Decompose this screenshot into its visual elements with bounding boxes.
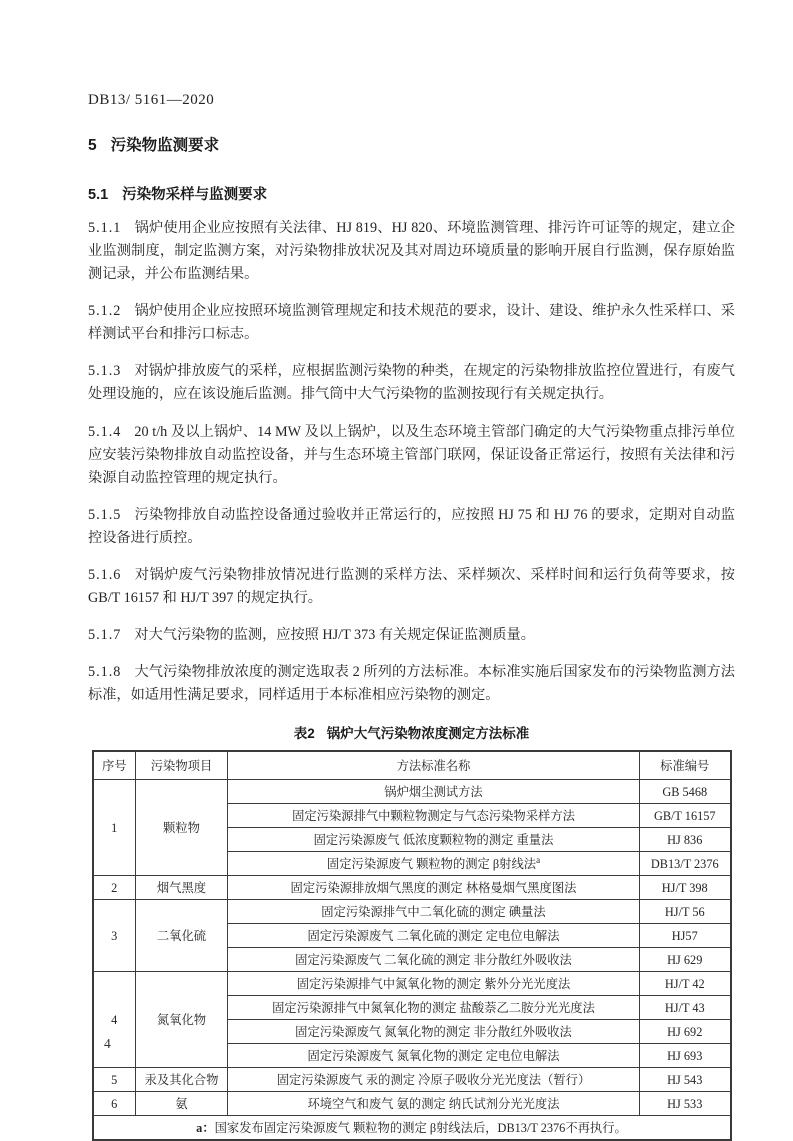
clause-number: 5.1.1 (88, 220, 122, 236)
clause-text: 锅炉使用企业应按照有关法律、HJ 819、HJ 820、环境监测管理、排污许可证等的规定，建立企业监测制度，制定监测方案，对污染物排放状况及其对周边环境质量的影响开展自行监测，保存原始监测记录，并公布监测结果。 (88, 220, 735, 282)
cell-no: 5 (93, 1068, 136, 1092)
methods-table (92, 750, 732, 1141)
subsection-heading (88, 183, 735, 204)
cell-no: 4 (93, 972, 136, 1068)
clause-5-1-4 (88, 421, 735, 490)
doc-number: DB13/ 5161—2020 (88, 92, 215, 108)
table-row (93, 900, 731, 924)
section-heading (88, 133, 735, 155)
clause-5-1-1 (88, 217, 735, 286)
clause-number: 5.1.5 (88, 506, 122, 523)
cell-code: HJ 543 (640, 1068, 731, 1092)
cell-method: 固定污染源废气 颗粒物的测定 β射线法$^a$ (228, 852, 640, 876)
cell-pollutant: 汞及其化合物 (136, 1068, 228, 1092)
footnote-text: 国家发布固定污染源废气 颗粒物的测定 β射线法后，DB13/T 2376不再执行。 (214, 1120, 627, 1135)
cell-method: 固定污染源排气中二氧化硫的测定 碘量法 (228, 900, 640, 924)
cell-code: HJ/T 43 (640, 996, 731, 1020)
subsection-number: 5.1 (88, 187, 109, 203)
cell-no: 1 (93, 780, 136, 876)
cell-code: HJ 836 (640, 828, 731, 852)
footnote-ref: a (536, 854, 541, 865)
clause-number: 5.1.4 (88, 423, 122, 440)
header-code: 标准编号 (640, 751, 731, 780)
cell-method: 固定污染源排放烟气黑度的测定 林格曼烟气黑度图法 (228, 876, 640, 900)
cell-code: GB 5468 (640, 780, 731, 804)
clause-text: 大气污染物排放浓度的测定选取表 2 所列的方法标准。本标准实施后国家发布的污染物监测方法标准，如适用性满足要求，同样适用于本标准相应污染物的测定。 (88, 664, 735, 704)
clause-text: 20 t/h 及以上锅炉、14 MW 及以上锅炉，以及生态环境主管部门确定的大气污染物重点排污单位应安装污染物排放自动监控设备，并与生态环境主管部门联网，保证设备正常运行，按照有关法律和污染源自动监控管理的规定执行。 (88, 423, 735, 486)
header-pollutant: 污染物项目 (136, 751, 228, 780)
cell-pollutant: 氮氧化物 (136, 972, 228, 1068)
header-method-name: 方法标准名称 (228, 751, 640, 780)
clause-5-1-2 (88, 300, 735, 346)
cell-method: 固定污染源废气 汞的测定 冷原子吸收分光光度法（暂行） (228, 1068, 640, 1092)
cell-code: GB/T 16157 (640, 804, 731, 828)
clause-number: 5.1.8 (88, 664, 122, 681)
cell-no: 3 (93, 900, 136, 972)
subsection-title: 污染物采样与监测要求 (122, 187, 268, 203)
table-caption (88, 722, 735, 742)
table-row (93, 1092, 731, 1116)
cell-code: HJ/T 42 (640, 972, 731, 996)
clause-text: 对大气污染物的监测，应按照 HJ/T 373 有关规定保证监测质量。 (134, 627, 535, 644)
clause-text: 对锅炉废气污染物排放情况进行监测的采样方法、采样频次、采样时间和运行负荷等要求，按 GB/T 16157 和 HJ/T 397 的规定执行。 (88, 566, 735, 606)
cell-method: 固定污染源废气 氮氧化物的测定 定电位电解法 (228, 1044, 640, 1068)
table-footnote (93, 1116, 731, 1141)
clause-5-1-7 (88, 624, 735, 647)
cell-code: HJ 629 (640, 948, 731, 972)
cell-no: 2 (93, 876, 136, 900)
cell-code: HJ 533 (640, 1092, 731, 1116)
table-caption-title: 锅炉大气污染物浓度测定方法标准 (326, 726, 530, 742)
clause-5-1-6 (88, 564, 735, 610)
clause-5-1-8 (88, 661, 735, 707)
cell-pollutant: 氨 (136, 1092, 228, 1116)
page-number: 4 (104, 1036, 111, 1051)
cell-method: 固定污染源排气中氮氧化物的测定 紫外分光光度法 (228, 972, 640, 996)
section-number: 5 (88, 137, 97, 154)
cell-pollutant: 二氧化硫 (136, 900, 228, 972)
cell-code: HJ/T 56 (640, 900, 731, 924)
clause-text: 污染物排放自动监控设备通过验收并正常运行的，应按照 HJ 75 和 HJ 76 的要求，定期对自动监控设备进行质控。 (88, 506, 735, 546)
cell-pollutant: 烟气黑度 (136, 876, 228, 900)
clause-5-1-3 (88, 360, 735, 406)
clause-number: 5.1.3 (88, 363, 122, 380)
cell-code: HJ/T 398 (640, 876, 731, 900)
cell-code: HJ 692 (640, 1020, 731, 1044)
cell-method: 固定污染源废气 二氧化硫的测定 非分散红外吸收法 (228, 948, 640, 972)
table-row (93, 972, 731, 996)
clause-number: 5.1.2 (88, 303, 122, 320)
cell-method: 锅炉烟尘测试方法 (228, 780, 640, 804)
table-footnote-row (93, 1116, 731, 1141)
cell-method: 固定污染源排气中氮氧化物的测定 盐酸萘乙二胺分光光度法 (228, 996, 640, 1020)
table-row (93, 780, 731, 804)
cell-method: 环境空气和废气 氨的测定 纳氏试剂分光光度法 (228, 1092, 640, 1116)
cell-code: DB13/T 2376 (640, 852, 731, 876)
cell-method: 固定污染源废气 氮氧化物的测定 非分散红外吸收法 (228, 1020, 640, 1044)
table-header-row (93, 751, 731, 780)
cell-code: HJ 693 (640, 1044, 731, 1068)
clause-number: 5.1.7 (88, 627, 122, 644)
cell-no: 6 (93, 1092, 136, 1116)
table-caption-label: 表2 (293, 726, 315, 742)
section-title: 污染物监测要求 (110, 137, 220, 154)
cell-method: 固定污染源废气 二氧化硫的测定 定电位电解法 (228, 924, 640, 948)
clause-5-1-5 (88, 504, 735, 550)
table-row (93, 1068, 731, 1092)
cell-method: 固定污染源排气中颗粒物测定与气态污染物采样方法 (228, 804, 640, 828)
clause-text: 对锅炉排放废气的采样，应根据监测污染物的种类，在规定的污染物排放监控位置进行，有废气处理设施的，应在该设施后监测。排气筒中大气污染物的监测按现行有关规定执行。 (88, 363, 735, 403)
footnote-marker: a： (196, 1120, 215, 1135)
cell-code: HJ57 (640, 924, 731, 948)
clause-number: 5.1.6 (88, 566, 122, 583)
cell-pollutant: 颗粒物 (136, 780, 228, 876)
header-no: 序号 (93, 751, 136, 780)
cell-method: 固定污染源废气 低浓度颗粒物的测定 重量法 (228, 828, 640, 852)
clause-text: 锅炉使用企业应按照环境监测管理规定和技术规范的要求，设计、建设、维护永久性采样口、采样测试平台和排污口标志。 (88, 303, 735, 343)
table-row (93, 876, 731, 900)
